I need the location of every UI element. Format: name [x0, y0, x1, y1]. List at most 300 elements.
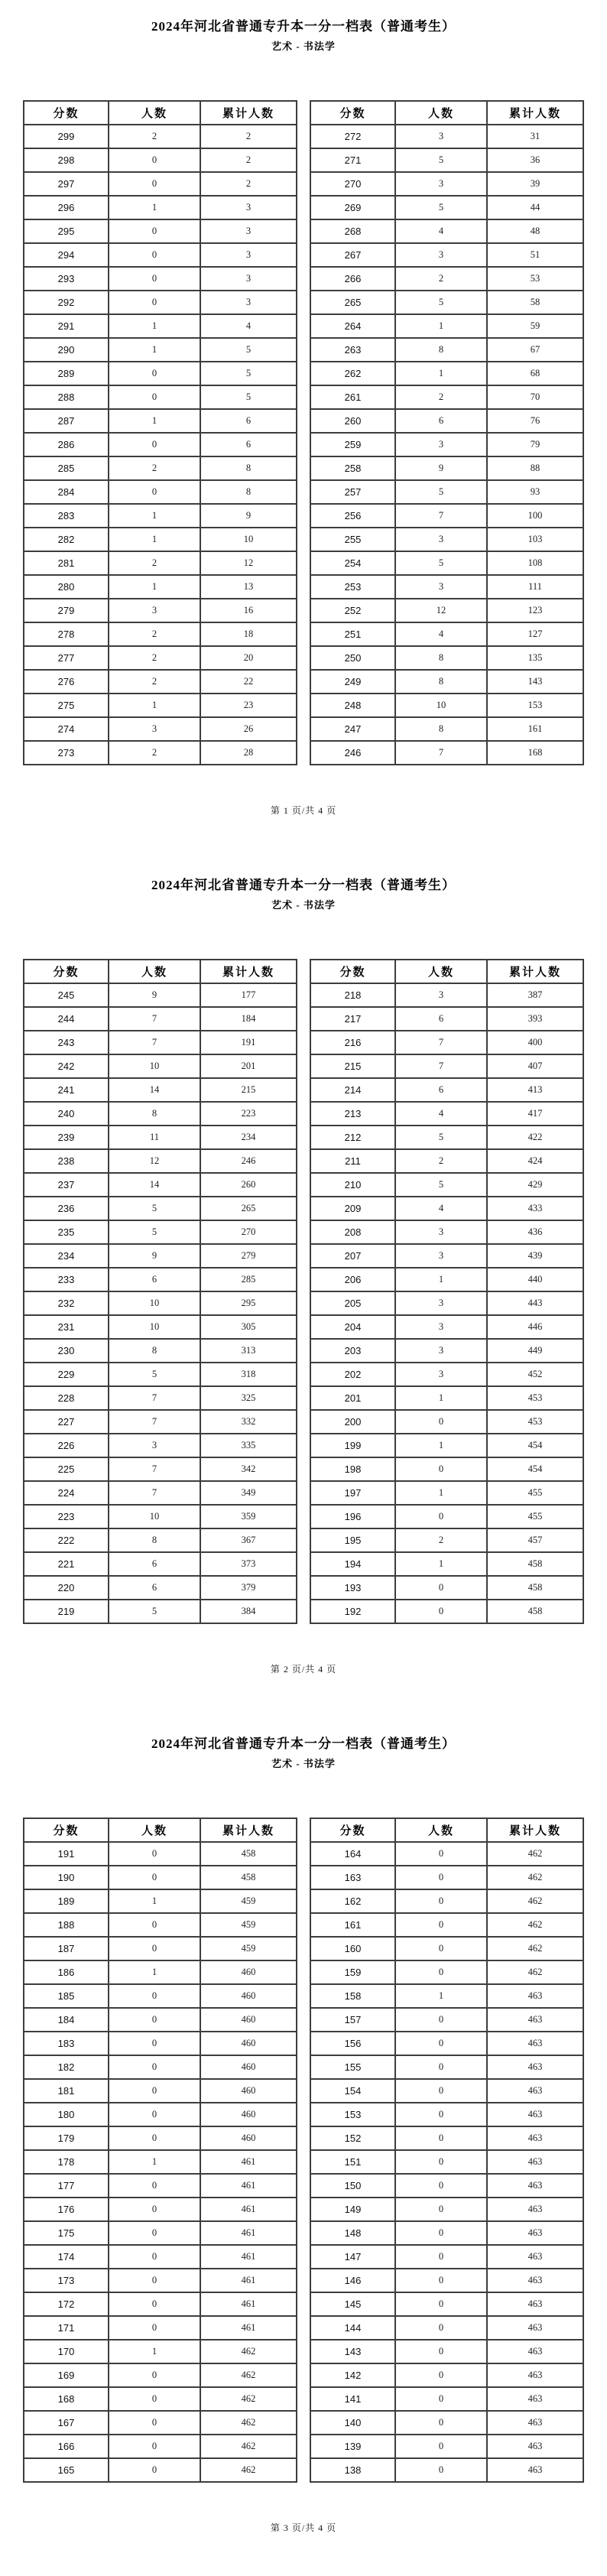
cumulative-cell: 108: [487, 551, 583, 575]
score-cell: 189: [24, 1889, 109, 1913]
score-cell: 164: [310, 1842, 395, 1866]
count-cell: 0: [395, 1960, 487, 1984]
count-cell: 0: [109, 2292, 200, 2316]
count-cell: 0: [109, 2363, 200, 2387]
cumulative-cell: 127: [487, 622, 583, 646]
column-header-count: 人数: [395, 960, 487, 983]
table-row: [310, 2411, 583, 2435]
table-row: [310, 267, 583, 291]
cumulative-cell: 260: [200, 1173, 297, 1197]
cumulative-cell: 379: [200, 1576, 297, 1600]
count-cell: 7: [395, 741, 487, 765]
count-cell: 1: [109, 1889, 200, 1913]
count-cell: 1: [395, 1481, 487, 1505]
cumulative-cell: 463: [487, 2435, 583, 2458]
table-row: [24, 433, 297, 456]
score-cell: 199: [310, 1434, 395, 1457]
table-row: [310, 1410, 583, 1434]
table-row: [24, 1244, 297, 1268]
table-row: [310, 1386, 583, 1410]
cumulative-cell: 453: [487, 1410, 583, 1434]
cumulative-cell: 463: [487, 2126, 583, 2150]
score-cell: 153: [310, 2103, 395, 2126]
score-cell: 183: [24, 2032, 109, 2055]
page-number-footer: 第 2 页/共 4 页: [270, 1664, 337, 1675]
table-row: [24, 694, 297, 717]
count-cell: 5: [395, 480, 487, 504]
page-title: 2024年河北省普通专升本一分一档表（普通考生）: [151, 19, 456, 34]
table-row: [24, 504, 297, 528]
cumulative-cell: 68: [487, 362, 583, 385]
table-row: [24, 2079, 297, 2103]
score-cell: 283: [24, 504, 109, 528]
count-cell: 10: [395, 694, 487, 717]
score-cell: 159: [310, 1960, 395, 1984]
count-cell: 0: [395, 2387, 487, 2411]
score-cell: 230: [24, 1339, 109, 1363]
table-row: [310, 409, 583, 433]
count-cell: 3: [395, 1363, 487, 1386]
cumulative-cell: 6: [200, 409, 297, 433]
count-cell: 3: [109, 717, 200, 741]
count-cell: 0: [109, 2174, 200, 2198]
count-cell: 0: [109, 2435, 200, 2458]
table-row: [24, 148, 297, 172]
cumulative-cell: 460: [200, 2103, 297, 2126]
score-cell: 208: [310, 1220, 395, 1244]
count-cell: 1: [109, 338, 200, 362]
cumulative-cell: 8: [200, 456, 297, 480]
score-cell: 290: [24, 338, 109, 362]
table-row: [24, 243, 297, 267]
column-header-cumulative: 累计人数: [200, 1818, 297, 1842]
score-cell: 242: [24, 1054, 109, 1078]
score-cell: 228: [24, 1386, 109, 1410]
score-cell: 168: [24, 2387, 109, 2411]
score-cell: 229: [24, 1363, 109, 1386]
score-cell: 207: [310, 1244, 395, 1268]
score-cell: 191: [24, 1842, 109, 1866]
count-cell: 8: [109, 1102, 200, 1126]
table-row: [310, 148, 583, 172]
count-cell: 0: [395, 2245, 487, 2269]
score-cell: 223: [24, 1505, 109, 1528]
table-row: [310, 2435, 583, 2458]
table-row: [24, 267, 297, 291]
table-row: [310, 1173, 583, 1197]
cumulative-cell: 463: [487, 2150, 583, 2174]
count-cell: 0: [109, 148, 200, 172]
score-cell: 190: [24, 1866, 109, 1889]
table-row: [24, 2269, 297, 2292]
score-cell: 254: [310, 551, 395, 575]
cumulative-cell: 325: [200, 1386, 297, 1410]
count-cell: 1: [109, 694, 200, 717]
score-cell: 291: [24, 314, 109, 338]
score-cell: 163: [310, 1866, 395, 1889]
score-cell: 225: [24, 1457, 109, 1481]
count-cell: 0: [109, 2198, 200, 2221]
table-row: [24, 1600, 297, 1623]
table-row: [24, 172, 297, 196]
score-cell: 260: [310, 409, 395, 433]
table-row: [24, 2363, 297, 2387]
count-cell: 0: [395, 1866, 487, 1889]
cumulative-cell: 48: [487, 219, 583, 243]
cumulative-cell: 177: [200, 983, 297, 1007]
score-cell: 297: [24, 172, 109, 196]
score-table-left: [23, 959, 297, 1624]
table-row: [310, 2126, 583, 2150]
table-row: [310, 1505, 583, 1528]
table-row: [24, 385, 297, 409]
cumulative-cell: 462: [487, 1842, 583, 1866]
cumulative-cell: 453: [487, 1386, 583, 1410]
score-cell: 262: [310, 362, 395, 385]
score-cell: 184: [24, 2008, 109, 2032]
count-cell: 3: [395, 528, 487, 551]
table-row: [24, 1078, 297, 1102]
table-row: [310, 196, 583, 219]
table-row: [310, 338, 583, 362]
score-cell: 258: [310, 456, 395, 480]
count-cell: 9: [109, 983, 200, 1007]
score-cell: 261: [310, 385, 395, 409]
count-cell: 0: [109, 172, 200, 196]
count-cell: 2: [109, 670, 200, 694]
score-cell: 147: [310, 2245, 395, 2269]
score-cell: 174: [24, 2245, 109, 2269]
count-cell: 0: [109, 2126, 200, 2150]
table-row: [310, 1078, 583, 1102]
table-row: [310, 1552, 583, 1576]
cumulative-cell: 463: [487, 2387, 583, 2411]
table-row: [310, 243, 583, 267]
score-cell: 299: [24, 125, 109, 148]
table-row: [310, 528, 583, 551]
cumulative-cell: 440: [487, 1268, 583, 1291]
cumulative-cell: 461: [200, 2269, 297, 2292]
count-cell: 0: [395, 1842, 487, 1866]
table-row: [24, 717, 297, 741]
count-cell: 2: [109, 646, 200, 670]
table-row: [310, 1842, 583, 1866]
table-row: [310, 1576, 583, 1600]
cumulative-cell: 265: [200, 1197, 297, 1220]
count-cell: 8: [395, 717, 487, 741]
score-cell: 170: [24, 2340, 109, 2363]
cumulative-cell: 367: [200, 1528, 297, 1552]
cumulative-cell: 462: [487, 1913, 583, 1937]
count-cell: 1: [109, 575, 200, 599]
count-cell: 2: [395, 1528, 487, 1552]
count-cell: 3: [395, 1220, 487, 1244]
table-row: [24, 1552, 297, 1576]
column-header-count: 人数: [395, 101, 487, 125]
count-cell: 7: [109, 1386, 200, 1410]
count-cell: 0: [109, 2316, 200, 2340]
table-row: [24, 1268, 297, 1291]
table-row: [24, 1505, 297, 1528]
page-subtitle: 艺术 - 书法学: [271, 41, 336, 52]
table-row: [24, 1960, 297, 1984]
cumulative-cell: 295: [200, 1291, 297, 1315]
table-row: [24, 2435, 297, 2458]
cumulative-cell: 23: [200, 694, 297, 717]
cumulative-cell: 463: [487, 2269, 583, 2292]
count-cell: 2: [109, 551, 200, 575]
count-cell: 0: [109, 480, 200, 504]
count-cell: 0: [395, 2103, 487, 2126]
table-row: [310, 1600, 583, 1623]
score-cell: 266: [310, 267, 395, 291]
score-cell: 275: [24, 694, 109, 717]
cumulative-cell: 270: [200, 1220, 297, 1244]
cumulative-cell: 191: [200, 1031, 297, 1054]
table-row: [24, 2032, 297, 2055]
cumulative-cell: 462: [200, 2435, 297, 2458]
score-cell: 246: [310, 741, 395, 765]
score-cell: 220: [24, 1576, 109, 1600]
count-cell: 0: [109, 2411, 200, 2435]
count-cell: 3: [395, 983, 487, 1007]
count-cell: 2: [109, 741, 200, 765]
cumulative-cell: 463: [487, 2458, 583, 2482]
count-cell: 5: [395, 291, 487, 314]
score-cell: 139: [310, 2435, 395, 2458]
cumulative-cell: 2: [200, 172, 297, 196]
score-cell: 201: [310, 1386, 395, 1410]
count-cell: 6: [109, 1576, 200, 1600]
table-row: [24, 2150, 297, 2174]
count-cell: 1: [109, 528, 200, 551]
score-cell: 150: [310, 2174, 395, 2198]
table-row: [310, 1220, 583, 1244]
table-row: [24, 2126, 297, 2150]
table-row: [310, 2269, 583, 2292]
score-cell: 222: [24, 1528, 109, 1552]
cumulative-cell: 59: [487, 314, 583, 338]
header-row: [310, 101, 583, 125]
count-cell: 5: [395, 1173, 487, 1197]
score-cell: 276: [24, 670, 109, 694]
score-cell: 148: [310, 2221, 395, 2245]
count-cell: 3: [395, 1315, 487, 1339]
count-cell: 8: [395, 646, 487, 670]
cumulative-cell: 460: [200, 2032, 297, 2055]
table-row: [310, 1149, 583, 1173]
cumulative-cell: 201: [200, 1054, 297, 1078]
cumulative-cell: 460: [200, 2055, 297, 2079]
table-row: [24, 1054, 297, 1078]
table-row: [24, 2198, 297, 2221]
cumulative-cell: 463: [487, 2411, 583, 2435]
cumulative-cell: 22: [200, 670, 297, 694]
score-table-right: [310, 1817, 584, 2483]
score-cell: 259: [310, 433, 395, 456]
score-cell: 156: [310, 2032, 395, 2055]
cumulative-cell: 2: [200, 148, 297, 172]
table-row: [310, 1913, 583, 1937]
score-cell: 149: [310, 2198, 395, 2221]
count-cell: 0: [395, 1576, 487, 1600]
score-table-left: [23, 1817, 297, 2483]
count-cell: 10: [109, 1291, 200, 1315]
count-cell: 1: [109, 409, 200, 433]
score-cell: 234: [24, 1244, 109, 1268]
score-cell: 286: [24, 433, 109, 456]
score-cell: 215: [310, 1054, 395, 1078]
score-cell: 282: [24, 528, 109, 551]
cumulative-cell: 5: [200, 362, 297, 385]
score-cell: 158: [310, 1984, 395, 2008]
table-row: [24, 670, 297, 694]
count-cell: 0: [109, 362, 200, 385]
cumulative-cell: 462: [200, 2363, 297, 2387]
score-cell: 204: [310, 1315, 395, 1339]
cumulative-cell: 463: [487, 1984, 583, 2008]
cumulative-cell: 36: [487, 148, 583, 172]
count-cell: 0: [395, 2411, 487, 2435]
count-cell: 9: [395, 456, 487, 480]
cumulative-cell: 342: [200, 1457, 297, 1481]
table-row: [24, 1386, 297, 1410]
score-cell: 270: [310, 172, 395, 196]
table-row: [310, 622, 583, 646]
score-cell: 274: [24, 717, 109, 741]
score-cell: 172: [24, 2292, 109, 2316]
score-table-left: [23, 100, 297, 765]
count-cell: 6: [109, 1268, 200, 1291]
cumulative-cell: 463: [487, 2198, 583, 2221]
count-cell: 3: [395, 1339, 487, 1363]
score-cell: 279: [24, 599, 109, 622]
count-cell: 0: [395, 2150, 487, 2174]
count-cell: 0: [395, 2174, 487, 2198]
table-row: [24, 1913, 297, 1937]
table-row: [310, 2008, 583, 2032]
cumulative-cell: 461: [200, 2198, 297, 2221]
cumulative-cell: 279: [200, 1244, 297, 1268]
score-cell: 280: [24, 575, 109, 599]
cumulative-cell: 462: [200, 2387, 297, 2411]
cumulative-cell: 458: [487, 1552, 583, 1576]
count-cell: 0: [395, 2198, 487, 2221]
cumulative-cell: 3: [200, 291, 297, 314]
score-cell: 237: [24, 1173, 109, 1197]
table-row: [24, 1576, 297, 1600]
cumulative-cell: 429: [487, 1173, 583, 1197]
table-row: [24, 1149, 297, 1173]
count-cell: 0: [109, 2221, 200, 2245]
score-cell: 298: [24, 148, 109, 172]
table-row: [310, 1481, 583, 1505]
count-cell: 3: [395, 1291, 487, 1315]
score-cell: 273: [24, 741, 109, 765]
table-row: [310, 599, 583, 622]
count-cell: 1: [109, 314, 200, 338]
count-cell: 1: [109, 196, 200, 219]
count-cell: 0: [109, 291, 200, 314]
cumulative-cell: 5: [200, 338, 297, 362]
count-cell: 1: [395, 1434, 487, 1457]
table-row: [24, 2387, 297, 2411]
score-cell: 211: [310, 1149, 395, 1173]
score-cell: 142: [310, 2363, 395, 2387]
score-cell: 243: [24, 1031, 109, 1054]
count-cell: 0: [395, 1913, 487, 1937]
cumulative-cell: 111: [487, 575, 583, 599]
count-cell: 3: [395, 243, 487, 267]
count-cell: 3: [109, 1434, 200, 1457]
cumulative-cell: 103: [487, 528, 583, 551]
count-cell: 5: [109, 1363, 200, 1386]
count-cell: 7: [109, 1007, 200, 1031]
table-row: [24, 575, 297, 599]
count-cell: 0: [109, 1842, 200, 1866]
cumulative-cell: 373: [200, 1552, 297, 1576]
table-row: [24, 1410, 297, 1434]
table-row: [310, 1268, 583, 1291]
score-cell: 212: [310, 1126, 395, 1149]
column-header-count: 人数: [109, 101, 200, 125]
cumulative-cell: 462: [200, 2411, 297, 2435]
cumulative-cell: 460: [200, 1960, 297, 1984]
cumulative-cell: 4: [200, 314, 297, 338]
count-cell: 5: [109, 1600, 200, 1623]
score-cell: 178: [24, 2150, 109, 2174]
column-header-count: 人数: [395, 1818, 487, 1842]
count-cell: 8: [109, 1528, 200, 1552]
count-cell: 0: [395, 2435, 487, 2458]
table-row: [310, 219, 583, 243]
cumulative-cell: 313: [200, 1339, 297, 1363]
cumulative-cell: 460: [200, 1984, 297, 2008]
count-cell: 3: [395, 172, 487, 196]
count-cell: 8: [395, 670, 487, 694]
cumulative-cell: 463: [487, 2032, 583, 2055]
table-row: [24, 983, 297, 1007]
table-row: [24, 551, 297, 575]
count-cell: 0: [109, 243, 200, 267]
table-row: [24, 456, 297, 480]
score-cell: 238: [24, 1149, 109, 1173]
score-cell: 293: [24, 267, 109, 291]
score-cell: 151: [310, 2150, 395, 2174]
table-row: [24, 219, 297, 243]
table-row: [24, 2411, 297, 2435]
table-row: [24, 2008, 297, 2032]
count-cell: 1: [109, 2150, 200, 2174]
table-row: [310, 1937, 583, 1960]
cumulative-cell: 3: [200, 243, 297, 267]
count-cell: 0: [109, 1984, 200, 2008]
table-row: [24, 2292, 297, 2316]
cumulative-cell: 446: [487, 1315, 583, 1339]
column-header-cumulative: 累计人数: [200, 960, 297, 983]
cumulative-cell: 459: [200, 1913, 297, 1937]
table-row: [310, 314, 583, 338]
count-cell: 1: [395, 1268, 487, 1291]
cumulative-cell: 462: [487, 1960, 583, 1984]
cumulative-cell: 93: [487, 480, 583, 504]
score-cell: 186: [24, 1960, 109, 1984]
table-row: [24, 1363, 297, 1386]
count-cell: 0: [395, 2316, 487, 2340]
table-row: [310, 2103, 583, 2126]
table-row: [310, 1102, 583, 1126]
cumulative-cell: 463: [487, 2340, 583, 2363]
